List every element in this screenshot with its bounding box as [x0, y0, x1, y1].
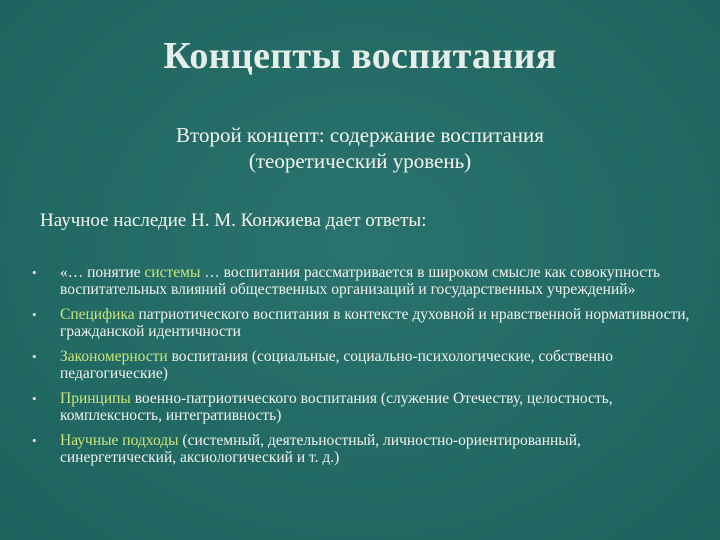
bullet-item-principles: [30, 390, 690, 424]
subtitle-line-2: (теоретический уровень): [248, 149, 472, 173]
bullet-highlight: системы: [144, 264, 201, 281]
bullet-icon: •: [32, 349, 37, 364]
slide-title: Концепты воспитания: [163, 35, 557, 77]
bullet-icon: •: [32, 391, 37, 406]
bullet-highlight: Специфика: [60, 306, 135, 323]
bullet-text: патриотического воспитания в контексте духовной и нравственной нормативности, гражданской идентичности: [60, 306, 690, 340]
bullet-item-specifics: [30, 306, 690, 340]
intro-text: Научное наследие Н. М. Конжиева дает ответы:: [40, 210, 427, 231]
bullet-icon: •: [32, 265, 37, 280]
bullet-highlight: Научные подходы: [60, 432, 179, 449]
slide-subtitle: [60, 122, 660, 174]
bullet-list: [30, 264, 690, 474]
bullet-text: (системный, деятельностный, личностно-ориентированный, синергетический, аксиологический и т. д.): [60, 432, 581, 466]
bullet-item-approaches: [30, 432, 690, 466]
bullet-icon: •: [32, 307, 37, 322]
bullet-text: воспитания (социальные, социально-психологические, собственно педагогические): [60, 348, 613, 382]
bullet-item-regularities: [30, 348, 690, 382]
bullet-text: … воспитания рассматривается в широком смысле как совокупность воспитательных влияний общественных организаций и государственных учреждений»: [60, 264, 661, 298]
bullet-highlight: Принципы: [60, 390, 131, 407]
bullet-text: военно-патриотического воспитания (служение Отечеству, целостность, комплексность, интегративность): [60, 390, 613, 424]
bullet-prefix: «… понятие: [60, 264, 145, 281]
bullet-highlight: Закономерности: [60, 348, 168, 365]
subtitle-line-1: Второй концепт: содержание воспитания: [176, 123, 544, 147]
bullet-item-system: [30, 264, 690, 298]
bullet-icon: •: [32, 433, 37, 448]
